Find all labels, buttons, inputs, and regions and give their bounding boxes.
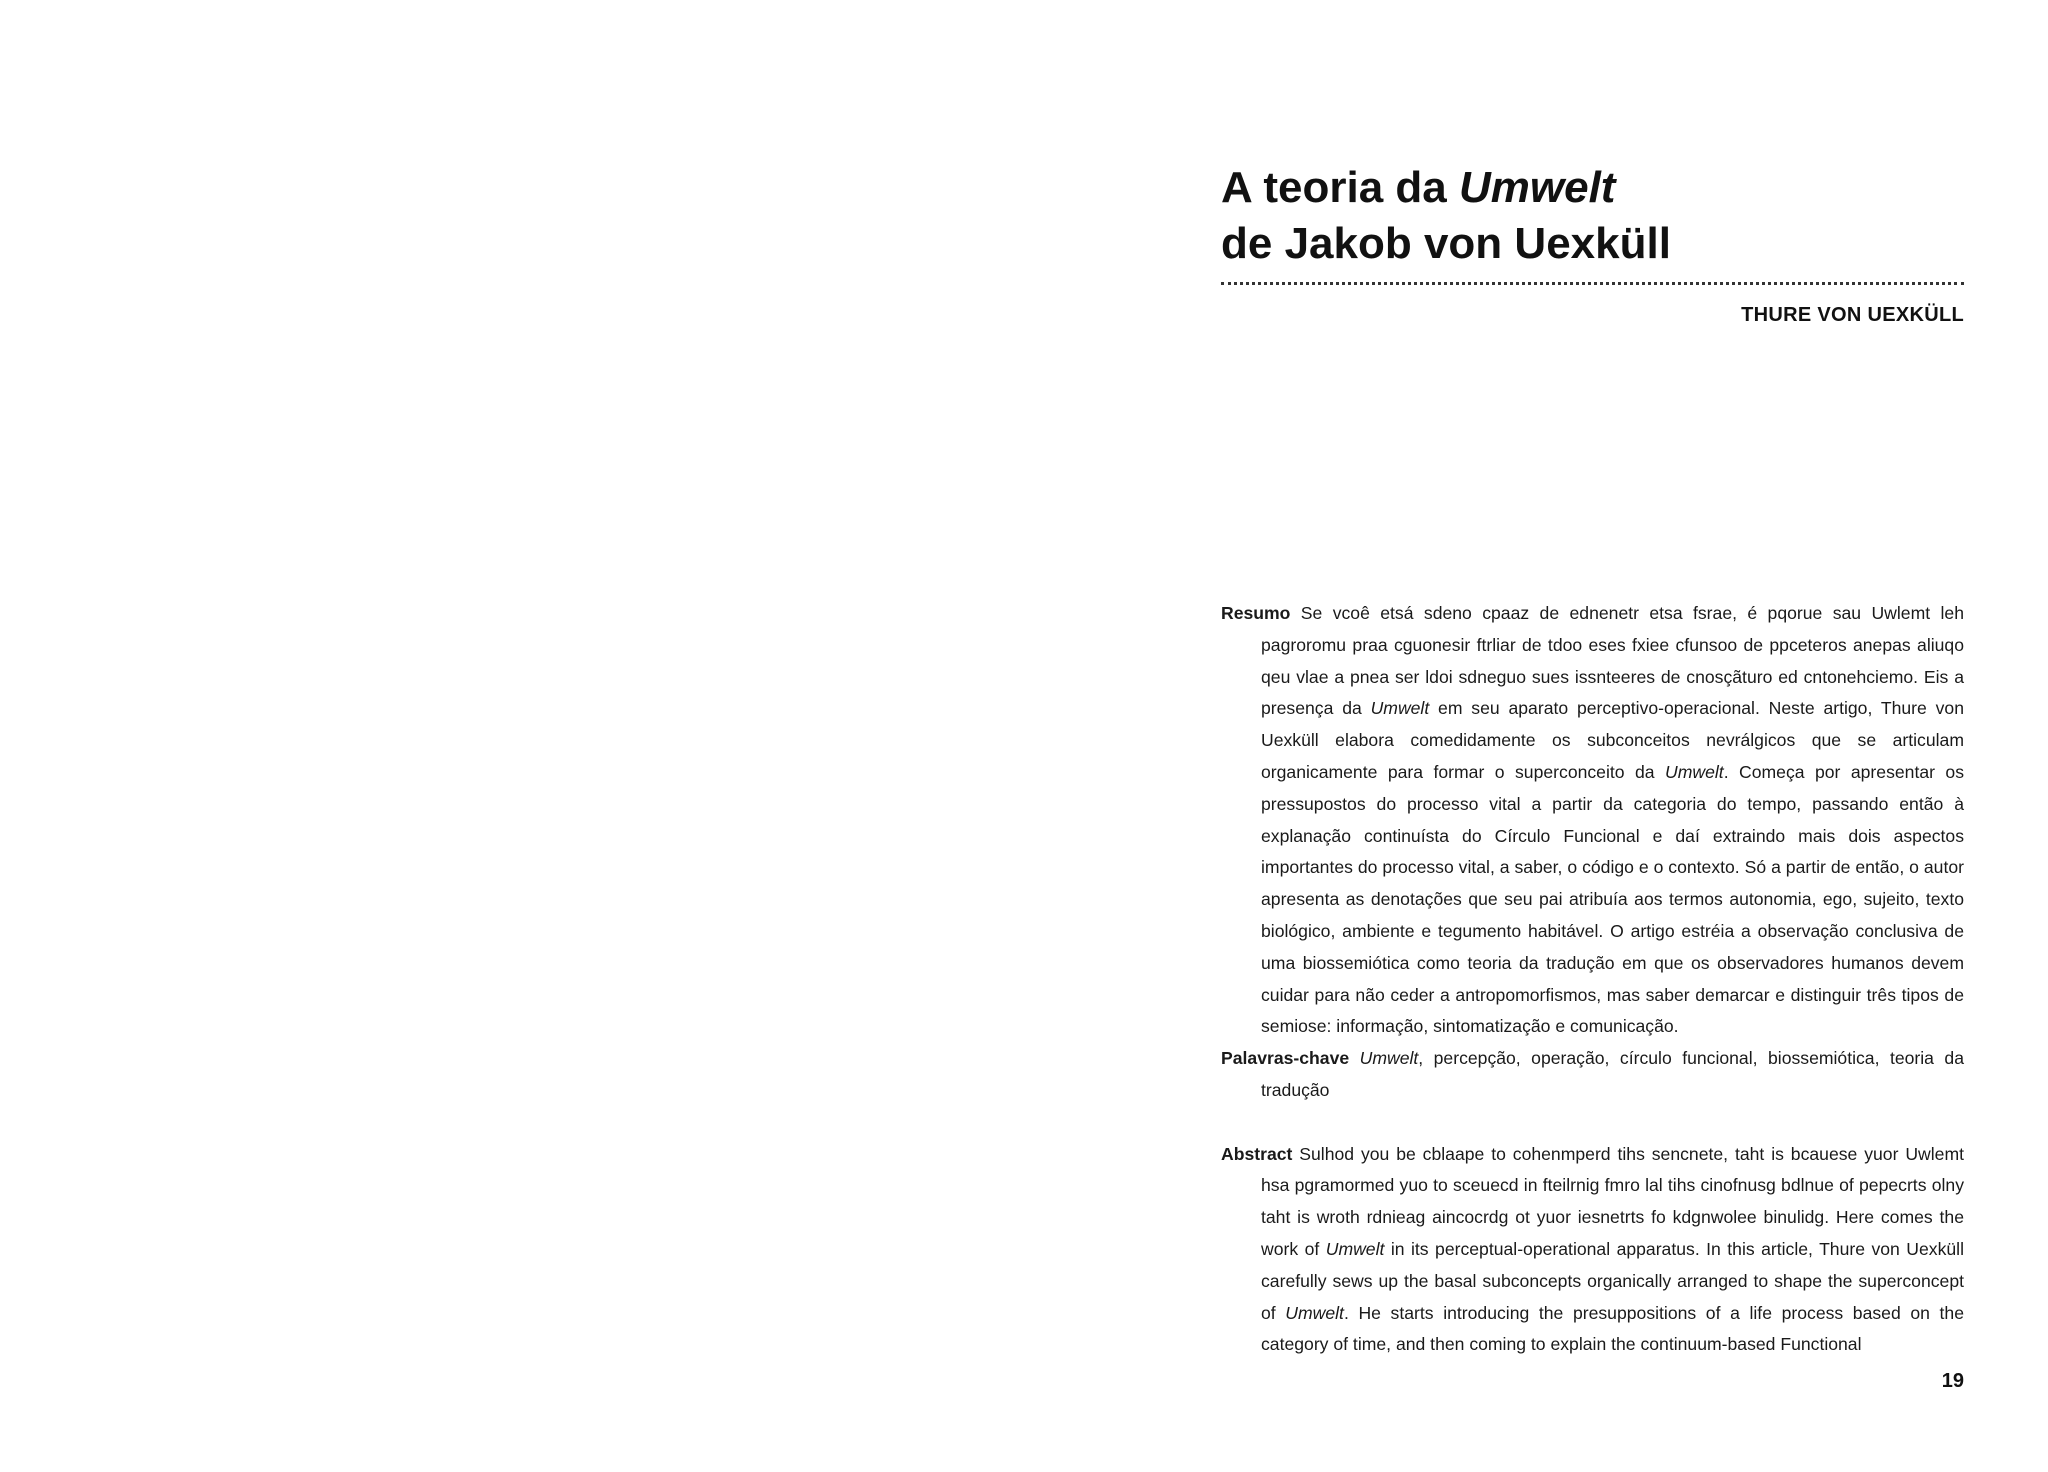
resumo-label: Resumo xyxy=(1221,603,1291,623)
keywords-paragraph xyxy=(1221,1043,1964,1107)
resumo-italic-1: Umwelt xyxy=(1370,698,1430,719)
abstracts-section xyxy=(1221,598,1964,1361)
article-title-block xyxy=(1221,160,1971,272)
abstract-text-2: in its perceptual-operational apparatus. In this article, Thure von Uexküll carefully sews up the basal subconcepts organically arranged to shape the superconcept of xyxy=(1261,1238,1964,1323)
resumo-text-1: Se vcoê etsá sdeno cpaaz de ednenetr etsa fsrae, é pqorue sau Uwlemt leh pagroromu praa cguonesir ftrliar de tdoo eses fxiee cfunsoo de ppceteros anepas aliuqo qeu vlae a pnea ser ldoi sdneguo sues issnteeres de cnosçãturo ed cntonehciemo. Eis a presença da xyxy=(1261,603,1964,719)
resumo-text-2: em seu aparato perceptivo-operacional. Neste artigo, Thure von Uexküll elabora comedidamente os subconceitos nevrálgicos que se articulam organicamente para formar o superconceito da xyxy=(1261,698,1964,782)
abstract-paragraph xyxy=(1221,1139,1964,1362)
abstract-italic-1: Umwelt xyxy=(1325,1238,1385,1259)
abstract-label: Abstract xyxy=(1221,1143,1293,1164)
abstract-text-3: . He starts introducing the presuppositions of a life process based on the category of time, and then coming to explain the continuum-based Functional xyxy=(1261,1302,1965,1355)
article-title xyxy=(1221,160,1971,272)
keywords-label: Palavras-chave xyxy=(1221,1048,1350,1069)
page-number: 19 xyxy=(1941,1370,1964,1392)
author-name: THURE VON UEXKÜLL xyxy=(1741,304,1964,326)
title-prefix: A teoria da xyxy=(1221,163,1459,212)
resumo-text-3: . Começa por apresentar os pressupostos do processo vital a partir da categoria do tempo, passando então à explanação continuísta do Círculo Funcional e daí extraindo mais dois aspectos importantes do processo vital, a saber, o código e o contexto. Só a partir de então, o autor apresenta as denotações que seu pai atribuía aos termos autonomia, ego, sujeito, texto biológico, ambiente e tegumento habitável. O artigo estréia a observação conclusiva de uma biossemiótica como teoria da tradução em que os observadores humanos devem cuidar para não ceder a antropomorfismos, mas saber demarcar e distinguir três tipos de semiose: informação, sintomatização e comunicação. xyxy=(1261,761,1965,1037)
resumo-italic-2: Umwelt xyxy=(1665,761,1724,782)
title-line-1 xyxy=(1221,160,1971,216)
title-italic-word: Umwelt xyxy=(1458,163,1616,212)
abstract-text-1: Sulhod you be cblaape to cohenmperd tihs sencnete, taht is bcauese yuor Uwlemt hsa pgramormed yuo to sceuecd in fteilrnig fmro lal tihs cinofnusg bdlnue of pepecrts olny taht is wroth rdnieag aincocrdg ot yuor iesnetrts fo kdgnwolee binulidg. Here comes the work of xyxy=(1261,1143,1964,1259)
keywords-italic: Umwelt xyxy=(1359,1048,1419,1069)
paragraph-gap xyxy=(1221,1107,1964,1139)
resumo-paragraph xyxy=(1221,598,1964,1043)
abstract-italic-2: Umwelt xyxy=(1285,1302,1344,1323)
title-line-2: de Jakob von Uexküll xyxy=(1221,219,1671,268)
keywords-text: , percepção, operação, círculo funcional, biossemiótica, teoria da tradução xyxy=(1261,1048,1965,1100)
dotted-divider xyxy=(1221,282,1964,285)
